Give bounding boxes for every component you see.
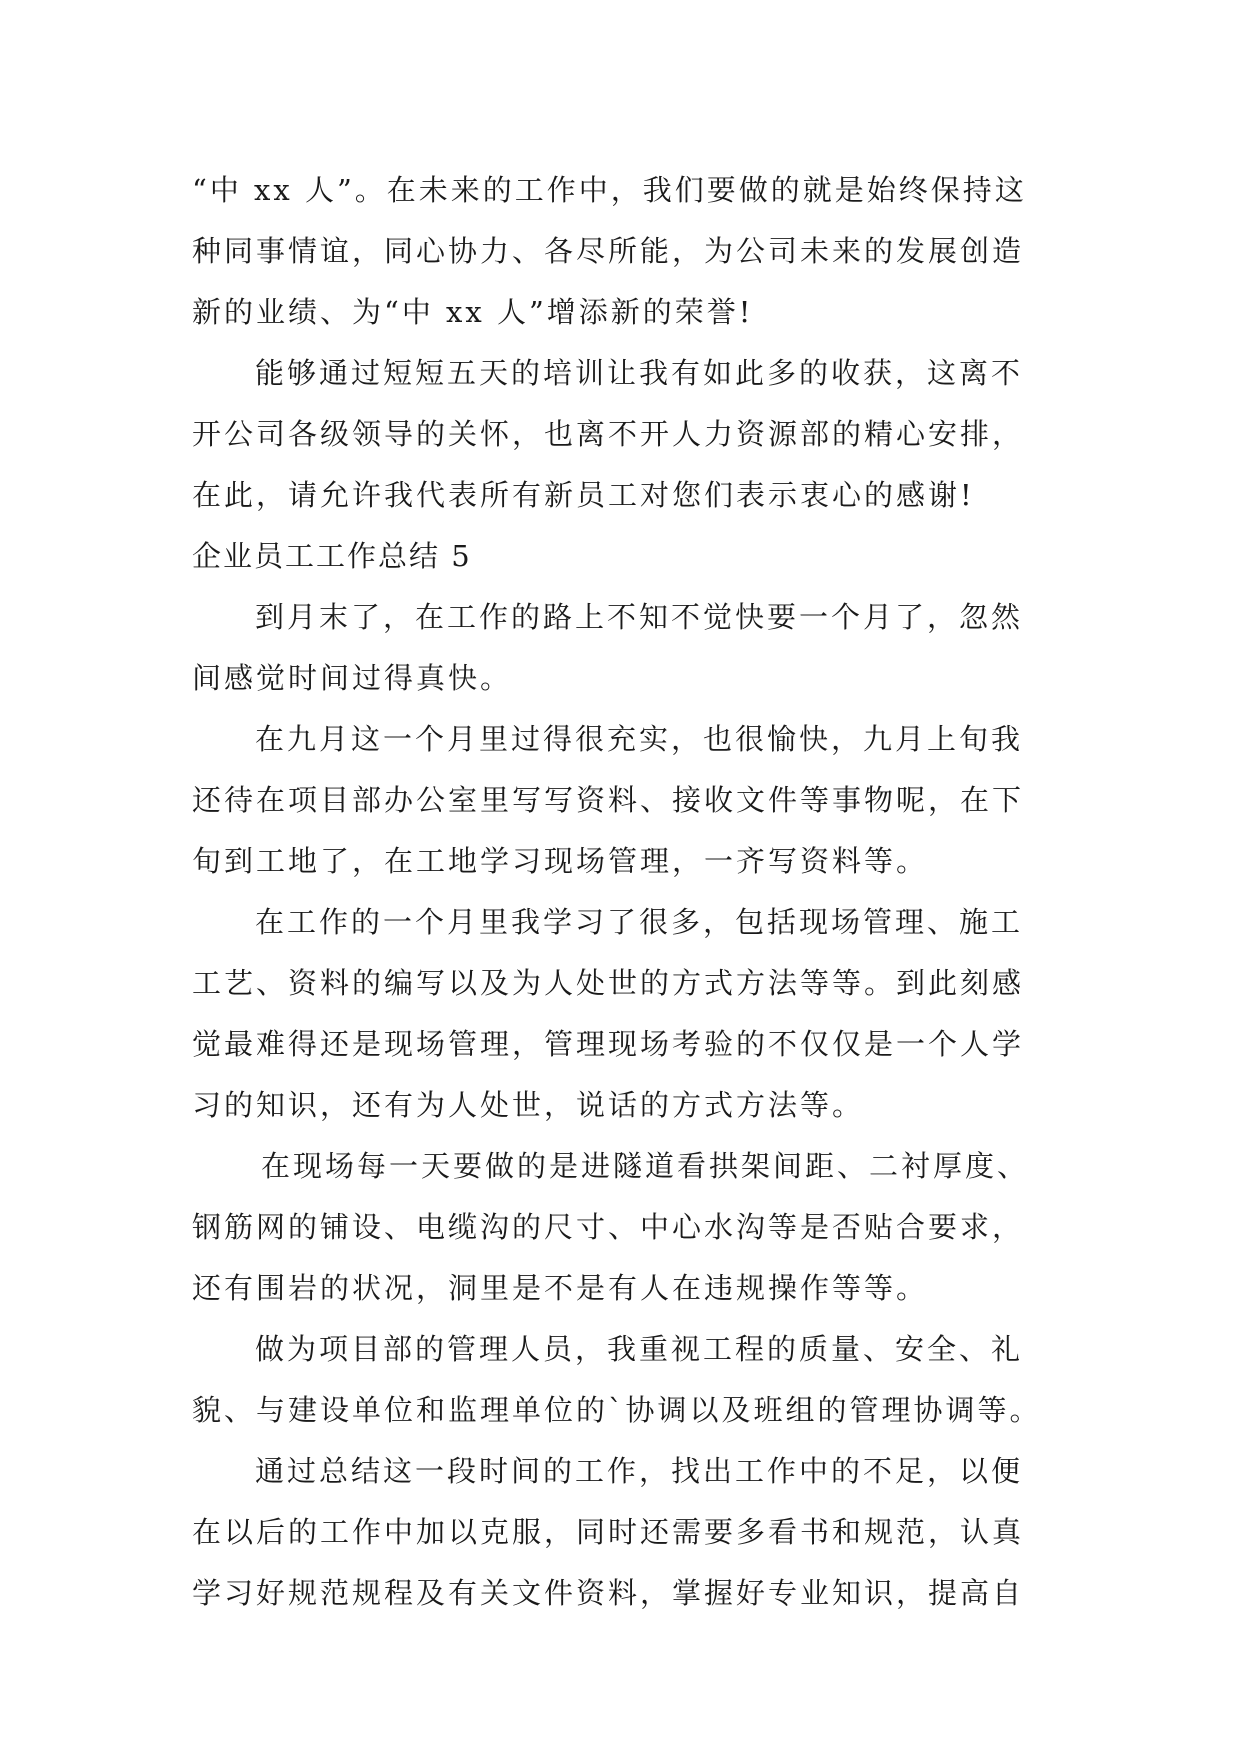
text-line: 种同事情谊，同心协力、各尽所能，为公司未来的发展创造 bbox=[192, 234, 1025, 268]
text-line: 钢筋网的铺设、电缆沟的尺寸、中心水沟等是否贴合要求， bbox=[192, 1210, 1025, 1244]
text-line: 习的知识，还有为人处世，说话的方式方法等。 bbox=[192, 1088, 865, 1122]
text-line: 还待在项目部办公室里写写资料、接收文件等事物呢，在下 bbox=[192, 783, 1025, 817]
text-line: 开公司各级领导的关怀，也离不开人力资源部的精心安排， bbox=[192, 417, 1025, 451]
text-line: 在以后的工作中加以克服，同时还需要多看书和规范，认真 bbox=[192, 1515, 1025, 1549]
section-heading: 企业员工工作总结 5 bbox=[192, 539, 472, 573]
text-line: 学习好规范规程及有关文件资料，掌握好专业知识，提高自 bbox=[192, 1576, 1025, 1610]
text-line: 旬到工地了，在工地学习现场管理，一齐写资料等。 bbox=[192, 844, 929, 878]
text-line: 觉最难得还是现场管理，管理现场考验的不仅仅是一个人学 bbox=[192, 1027, 1025, 1061]
paragraph-first-line: 在现场每一天要做的是进隧道看拱架间距、二衬厚度、 bbox=[261, 1149, 1030, 1183]
paragraph-first-line: 到月末了，在工作的路上不知不觉快要一个月了，忽然 bbox=[255, 600, 1024, 634]
text-line: 貌、与建设单位和监理单位的`协调以及班组的管理协调等。 bbox=[192, 1393, 1042, 1427]
text-line: 工艺、资料的编写以及为人处世的方式方法等等。到此刻感 bbox=[192, 966, 1025, 1000]
paragraph-first-line: 通过总结这一段时间的工作，找出工作中的不足，以便 bbox=[255, 1454, 1024, 1488]
paragraph-first-line: 能够通过短短五天的培训让我有如此多的收获，这离不 bbox=[255, 356, 1024, 390]
text-line: 间感觉时间过得真快。 bbox=[192, 661, 513, 695]
text-line: 还有围岩的状况，洞里是不是有人在违规操作等等。 bbox=[192, 1271, 929, 1305]
text-line: 在此，请允许我代表所有新员工对您们表示衷心的感谢! bbox=[192, 478, 975, 512]
paragraph-first-line: 在工作的一个月里我学习了很多，包括现场管理、施工 bbox=[255, 905, 1024, 939]
text-line: “中 xx 人”。在未来的工作中，我们要做的就是始终保持这 bbox=[192, 173, 1027, 207]
text-line: 新的业绩、为“中 xx 人”增添新的荣誉! bbox=[192, 295, 754, 329]
paragraph-first-line: 在九月这一个月里过得很充实，也很愉快，九月上旬我 bbox=[255, 722, 1024, 756]
paragraph-first-line: 做为项目部的管理人员，我重视工程的质量、安全、礼 bbox=[255, 1332, 1024, 1366]
document-page bbox=[192, 160, 1052, 1624]
